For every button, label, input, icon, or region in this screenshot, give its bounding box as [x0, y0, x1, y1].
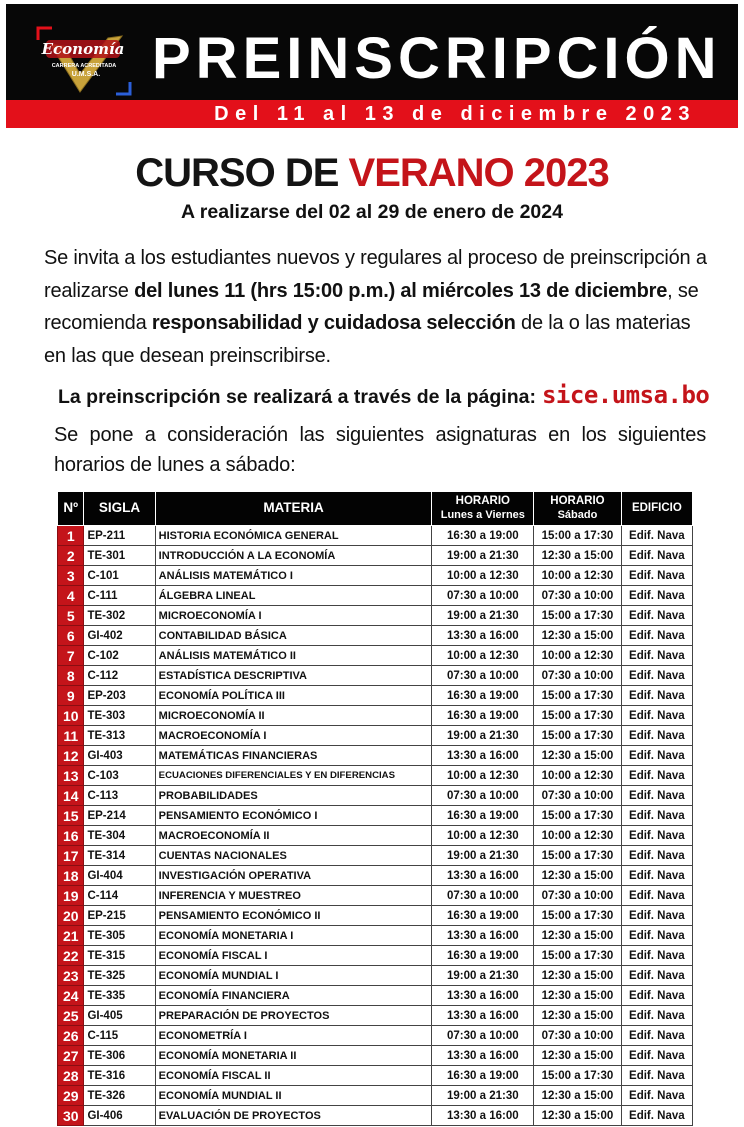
row-materia: PENSAMIENTO ECONÓMICO I — [155, 806, 432, 826]
row-edificio: Edif. Nava — [621, 1026, 692, 1046]
table-row — [58, 1086, 693, 1106]
row-edificio: Edif. Nava — [621, 546, 692, 566]
table-row — [58, 706, 693, 726]
row-materia: EVALUACIÓN DE PROYECTOS — [155, 1106, 432, 1126]
website-label: La preinscripción se realizará a través de la página: — [58, 386, 536, 408]
row-materia: ECONOMÍA FISCAL II — [155, 1066, 432, 1086]
row-number: 27 — [58, 1046, 84, 1066]
row-horario-sab: 12:30 a 15:00 — [534, 1006, 622, 1026]
subjects-intro: Se pone a consideración las siguientes asignaturas en los siguientes horarios de lunes a sábado: — [54, 424, 706, 476]
row-horario-lv: 10:00 a 12:30 — [432, 826, 534, 846]
row-horario-lv: 16:30 a 19:00 — [432, 686, 534, 706]
row-sigla: GI-406 — [84, 1106, 155, 1126]
header-sigla: SIGLA — [84, 492, 155, 526]
intro-bold-responsibility: responsabilidad y cuidadosa selección — [151, 312, 516, 334]
row-horario-sab: 07:30 a 10:00 — [534, 586, 622, 606]
row-number: 29 — [58, 1086, 84, 1106]
row-number: 1 — [58, 526, 84, 546]
row-horario-lv: 16:30 a 19:00 — [432, 526, 534, 546]
row-number: 26 — [58, 1026, 84, 1046]
row-number: 5 — [58, 606, 84, 626]
row-materia: ECONOMÍA MONETARIA II — [155, 1046, 432, 1066]
intro-text-2: , se recomienda — [44, 279, 699, 334]
row-materia: ECONOMÍA MUNDIAL I — [155, 966, 432, 986]
row-edificio: Edif. Nava — [621, 826, 692, 846]
row-sigla: TE-303 — [84, 706, 155, 726]
table-row — [58, 866, 693, 886]
row-horario-lv: 16:30 a 19:00 — [432, 946, 534, 966]
row-horario-sab: 15:00 a 17:30 — [534, 806, 622, 826]
row-edificio: Edif. Nava — [621, 526, 692, 546]
row-number: 16 — [58, 826, 84, 846]
economia-logo — [36, 26, 132, 96]
row-edificio: Edif. Nava — [621, 786, 692, 806]
row-horario-lv: 13:30 a 16:00 — [432, 1106, 534, 1126]
row-sigla: EP-211 — [84, 526, 155, 546]
row-materia: INTRODUCCIÓN A LA ECONOMÍA — [155, 546, 432, 566]
row-number: 21 — [58, 926, 84, 946]
row-sigla: GI-403 — [84, 746, 155, 766]
row-horario-sab: 12:30 a 15:00 — [534, 926, 622, 946]
table-row — [58, 906, 693, 926]
row-horario-lv: 19:00 a 21:30 — [432, 1086, 534, 1106]
row-horario-lv: 07:30 a 10:00 — [432, 1026, 534, 1046]
table-row — [58, 646, 693, 666]
row-edificio: Edif. Nava — [621, 706, 692, 726]
row-horario-sab: 10:00 a 12:30 — [534, 766, 622, 786]
row-sigla: C-102 — [84, 646, 155, 666]
table-row — [58, 586, 693, 606]
row-number: 13 — [58, 766, 84, 786]
row-sigla: EP-214 — [84, 806, 155, 826]
row-edificio: Edif. Nava — [621, 646, 692, 666]
row-materia: ECUACIONES DIFERENCIALES Y EN DIFERENCIAS — [155, 766, 432, 786]
intro-text-1: Se invita a los estudiantes nuevos y regulares al proceso de preinscripción a realizarse — [44, 247, 707, 302]
row-horario-lv: 13:30 a 16:00 — [432, 746, 534, 766]
row-sigla: C-111 — [84, 586, 155, 606]
row-horario-lv: 19:00 a 21:30 — [432, 726, 534, 746]
header-num: Nº — [58, 492, 84, 526]
row-edificio: Edif. Nava — [621, 566, 692, 586]
row-edificio: Edif. Nava — [621, 1006, 692, 1026]
row-materia: ÁLGEBRA LINEAL — [155, 586, 432, 606]
row-number: 22 — [58, 946, 84, 966]
row-edificio: Edif. Nava — [621, 966, 692, 986]
row-horario-sab: 07:30 a 10:00 — [534, 786, 622, 806]
row-sigla: C-103 — [84, 766, 155, 786]
row-horario-lv: 13:30 a 16:00 — [432, 1046, 534, 1066]
table-row — [58, 806, 693, 826]
row-number: 20 — [58, 906, 84, 926]
row-edificio: Edif. Nava — [621, 586, 692, 606]
row-horario-sab: 12:30 a 15:00 — [534, 1046, 622, 1066]
table-row — [58, 826, 693, 846]
row-horario-lv: 13:30 a 16:00 — [432, 626, 534, 646]
header-horario-lv — [432, 492, 534, 526]
row-horario-sab: 12:30 a 15:00 — [534, 1086, 622, 1106]
row-materia: MACROECONOMÍA II — [155, 826, 432, 846]
table-row — [58, 1066, 693, 1086]
title-part-2: VERANO 2023 — [348, 151, 609, 195]
row-sigla: TE-301 — [84, 546, 155, 566]
row-materia: MICROECONOMÍA I — [155, 606, 432, 626]
row-sigla: GI-405 — [84, 1006, 155, 1026]
row-number: 15 — [58, 806, 84, 826]
row-edificio: Edif. Nava — [621, 606, 692, 626]
row-horario-sab: 15:00 a 17:30 — [534, 1066, 622, 1086]
row-materia: ECONOMÍA FINANCIERA — [155, 986, 432, 1006]
row-sigla: EP-203 — [84, 686, 155, 706]
row-materia: ANÁLISIS MATEMÁTICO I — [155, 566, 432, 586]
row-number: 9 — [58, 686, 84, 706]
row-horario-sab: 10:00 a 12:30 — [534, 566, 622, 586]
row-horario-lv: 19:00 a 21:30 — [432, 846, 534, 866]
table-row — [58, 786, 693, 806]
row-sigla: EP-215 — [84, 906, 155, 926]
row-horario-lv: 13:30 a 16:00 — [432, 986, 534, 1006]
table-row — [58, 986, 693, 1006]
table-row — [58, 846, 693, 866]
row-horario-lv: 10:00 a 12:30 — [432, 646, 534, 666]
row-number: 19 — [58, 886, 84, 906]
row-edificio: Edif. Nava — [621, 766, 692, 786]
row-sigla: C-113 — [84, 786, 155, 806]
row-horario-sab: 10:00 a 12:30 — [534, 646, 622, 666]
table-row — [58, 606, 693, 626]
row-materia: MATEMÁTICAS FINANCIERAS — [155, 746, 432, 766]
row-number: 7 — [58, 646, 84, 666]
svg-text:CARRERA ACREDITADA: CARRERA ACREDITADA — [51, 63, 117, 69]
table-row — [58, 746, 693, 766]
row-edificio: Edif. Nava — [621, 866, 692, 886]
row-materia: PENSAMIENTO ECONÓMICO II — [155, 906, 432, 926]
row-edificio: Edif. Nava — [621, 986, 692, 1006]
row-number: 2 — [58, 546, 84, 566]
row-materia: ECONOMÍA FISCAL I — [155, 946, 432, 966]
row-sigla: TE-305 — [84, 926, 155, 946]
row-horario-sab: 10:00 a 12:30 — [534, 826, 622, 846]
row-materia: ECONOMÍA MUNDIAL II — [155, 1086, 432, 1106]
row-sigla: TE-335 — [84, 986, 155, 1006]
intro-paragraph — [44, 242, 708, 372]
row-horario-sab: 15:00 a 17:30 — [534, 526, 622, 546]
row-sigla: TE-314 — [84, 846, 155, 866]
row-horario-sab: 12:30 a 15:00 — [534, 626, 622, 646]
row-horario-sab: 15:00 a 17:30 — [534, 706, 622, 726]
header-horario-lv-label: HORARIO — [455, 495, 510, 508]
table-header-row — [58, 492, 693, 526]
row-edificio: Edif. Nava — [621, 946, 692, 966]
row-horario-lv: 13:30 a 16:00 — [432, 926, 534, 946]
row-materia: MACROECONOMÍA I — [155, 726, 432, 746]
row-sigla: TE-326 — [84, 1086, 155, 1106]
header-materia: MATERIA — [155, 492, 432, 526]
row-horario-lv: 07:30 a 10:00 — [432, 786, 534, 806]
row-horario-sab: 12:30 a 15:00 — [534, 986, 622, 1006]
row-edificio: Edif. Nava — [621, 926, 692, 946]
row-sigla: C-101 — [84, 566, 155, 586]
row-edificio: Edif. Nava — [621, 906, 692, 926]
row-number: 14 — [58, 786, 84, 806]
row-edificio: Edif. Nava — [621, 886, 692, 906]
table-row — [58, 1006, 693, 1026]
row-number: 8 — [58, 666, 84, 686]
row-materia: ESTADÍSTICA DESCRIPTIVA — [155, 666, 432, 686]
row-number: 28 — [58, 1066, 84, 1086]
intro-text-3: de la o las materias en las que desean preinscribirse. — [44, 312, 691, 367]
row-edificio: Edif. Nava — [621, 1066, 692, 1086]
table-row — [58, 686, 693, 706]
row-horario-sab: 15:00 a 17:30 — [534, 846, 622, 866]
table-row — [58, 626, 693, 646]
header-horario-sab-label: HORARIO — [550, 495, 605, 508]
table-row — [58, 566, 693, 586]
row-materia: ANÁLISIS MATEMÁTICO II — [155, 646, 432, 666]
row-horario-sab: 15:00 a 17:30 — [534, 686, 622, 706]
row-horario-lv: 16:30 a 19:00 — [432, 906, 534, 926]
row-sigla: GI-402 — [84, 626, 155, 646]
row-horario-lv: 16:30 a 19:00 — [432, 706, 534, 726]
row-number: 11 — [58, 726, 84, 746]
header-dates: Del 11 al 13 de diciembre 2023 — [214, 103, 696, 125]
row-horario-lv: 16:30 a 19:00 — [432, 1066, 534, 1086]
row-edificio: Edif. Nava — [621, 846, 692, 866]
row-sigla: C-115 — [84, 1026, 155, 1046]
row-sigla: TE-315 — [84, 946, 155, 966]
row-materia: INVESTIGACIÓN OPERATIVA — [155, 866, 432, 886]
row-materia: CUENTAS NACIONALES — [155, 846, 432, 866]
table-row — [58, 886, 693, 906]
title-part-1: CURSO DE — [135, 151, 339, 195]
row-horario-lv: 10:00 a 12:30 — [432, 566, 534, 586]
intro-bold-dates: del lunes 11 (hrs 15:00 p.m.) al miércoles 13 de diciembre — [134, 279, 668, 302]
row-horario-lv: 13:30 a 16:00 — [432, 1006, 534, 1026]
row-materia: HISTORIA ECONÓMICA GENERAL — [155, 526, 432, 546]
row-materia: PREPARACIÓN DE PROYECTOS — [155, 1006, 432, 1026]
row-number: 18 — [58, 866, 84, 886]
table-body — [58, 526, 693, 1126]
row-horario-sab: 12:30 a 15:00 — [534, 1106, 622, 1126]
row-horario-lv: 19:00 a 21:30 — [432, 966, 534, 986]
table-row — [58, 926, 693, 946]
row-horario-sab: 12:30 a 15:00 — [534, 966, 622, 986]
row-edificio: Edif. Nava — [621, 1046, 692, 1066]
row-materia: ECONOMETRÍA I — [155, 1026, 432, 1046]
row-sigla: TE-304 — [84, 826, 155, 846]
row-materia: INFERENCIA Y MUESTREO — [155, 886, 432, 906]
row-horario-lv: 16:30 a 19:00 — [432, 806, 534, 826]
row-number: 25 — [58, 1006, 84, 1026]
header-edificio: EDIFICIO — [621, 492, 692, 526]
row-edificio: Edif. Nava — [621, 666, 692, 686]
svg-text:U.M.S.A.: U.M.S.A. — [71, 71, 101, 78]
row-sigla: TE-316 — [84, 1066, 155, 1086]
row-materia: MICROECONOMÍA II — [155, 706, 432, 726]
courses-table — [57, 491, 693, 1126]
header-horario-lv-sub: Lunes a Viernes — [440, 508, 525, 521]
table-row — [58, 666, 693, 686]
website-url[interactable]: sice.umsa.bo — [541, 381, 710, 409]
svg-text:Economía: Economía — [41, 40, 125, 58]
row-materia: ECONOMÍA POLÍTICA III — [155, 686, 432, 706]
row-horario-sab: 12:30 a 15:00 — [534, 746, 622, 766]
row-sigla: TE-306 — [84, 1046, 155, 1066]
row-sigla: C-112 — [84, 666, 155, 686]
row-sigla: TE-302 — [84, 606, 155, 626]
row-edificio: Edif. Nava — [621, 1086, 692, 1106]
table-row — [58, 766, 693, 786]
row-edificio: Edif. Nava — [621, 726, 692, 746]
row-materia: PROBABILIDADES — [155, 786, 432, 806]
table-row — [58, 726, 693, 746]
row-horario-lv: 13:30 a 16:00 — [432, 866, 534, 886]
header-horario-sab-sub: Sábado — [557, 508, 598, 521]
row-horario-sab: 07:30 a 10:00 — [534, 666, 622, 686]
row-number: 23 — [58, 966, 84, 986]
row-horario-lv: 07:30 a 10:00 — [432, 666, 534, 686]
website-line — [58, 380, 709, 412]
row-horario-sab: 15:00 a 17:30 — [534, 906, 622, 926]
row-edificio: Edif. Nava — [621, 746, 692, 766]
table-row — [58, 1046, 693, 1066]
table-row — [58, 1026, 693, 1046]
row-number: 3 — [58, 566, 84, 586]
row-horario-lv: 07:30 a 10:00 — [432, 886, 534, 906]
header-horario-sab — [534, 492, 622, 526]
row-materia: CONTABILIDAD BÁSICA — [155, 626, 432, 646]
row-horario-lv: 10:00 a 12:30 — [432, 766, 534, 786]
row-edificio: Edif. Nava — [621, 806, 692, 826]
header-title: PREINSCRIPCIÓN — [152, 26, 722, 91]
row-horario-sab: 15:00 a 17:30 — [534, 946, 622, 966]
table-row — [58, 546, 693, 566]
row-number: 17 — [58, 846, 84, 866]
row-number: 6 — [58, 626, 84, 646]
row-horario-sab: 15:00 a 17:30 — [534, 726, 622, 746]
row-edificio: Edif. Nava — [621, 686, 692, 706]
row-horario-sab: 12:30 a 15:00 — [534, 546, 622, 566]
row-sigla: GI-404 — [84, 866, 155, 886]
row-edificio: Edif. Nava — [621, 626, 692, 646]
row-horario-sab: 12:30 a 15:00 — [534, 866, 622, 886]
row-number: 10 — [58, 706, 84, 726]
row-number: 24 — [58, 986, 84, 1006]
page-subtitle: A realizarse del 02 al 29 de enero de 2024 — [181, 201, 563, 223]
header-banner — [6, 4, 738, 128]
row-number: 30 — [58, 1106, 84, 1126]
row-sigla: TE-325 — [84, 966, 155, 986]
table-row — [58, 526, 693, 546]
page-title — [0, 150, 744, 196]
row-horario-lv: 19:00 a 21:30 — [432, 546, 534, 566]
table-row — [58, 1106, 693, 1126]
row-horario-sab: 07:30 a 10:00 — [534, 886, 622, 906]
row-materia: ECONOMÍA MONETARIA I — [155, 926, 432, 946]
row-sigla: TE-313 — [84, 726, 155, 746]
row-horario-sab: 15:00 a 17:30 — [534, 606, 622, 626]
row-horario-lv: 19:00 a 21:30 — [432, 606, 534, 626]
row-sigla: C-114 — [84, 886, 155, 906]
table-row — [58, 966, 693, 986]
table-row — [58, 946, 693, 966]
row-number: 4 — [58, 586, 84, 606]
row-edificio: Edif. Nava — [621, 1106, 692, 1126]
row-horario-lv: 07:30 a 10:00 — [432, 586, 534, 606]
row-horario-sab: 07:30 a 10:00 — [534, 1026, 622, 1046]
row-number: 12 — [58, 746, 84, 766]
